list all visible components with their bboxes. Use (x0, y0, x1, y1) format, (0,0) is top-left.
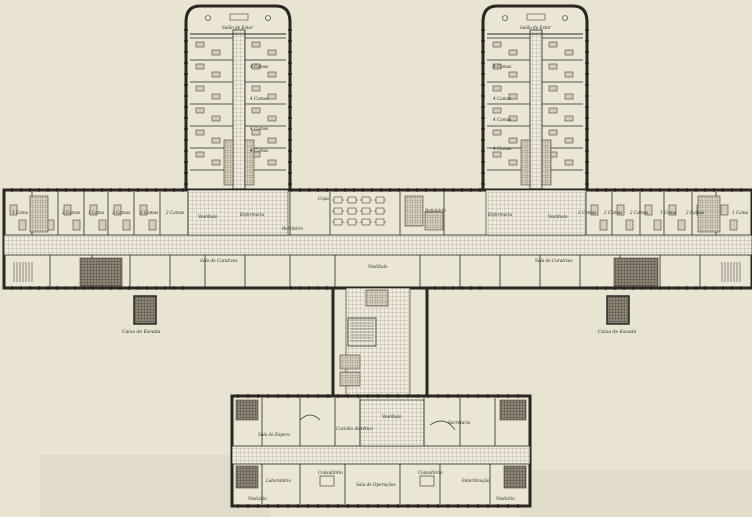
bed-icon (19, 220, 26, 230)
label-caixa-right: Caixa de Escada (598, 330, 637, 335)
bed-icon (196, 86, 204, 91)
bed-icon (565, 138, 573, 143)
bed-icon (493, 130, 501, 135)
label-left-arm-4: 2 Camas (112, 210, 131, 215)
bed-icon (565, 116, 573, 121)
bed-icon (149, 220, 156, 230)
label-left-arm-2: 2 Camas (62, 210, 81, 215)
bed-icon (252, 86, 260, 91)
label-enfermaria-right: Enfermaria (488, 212, 513, 217)
label-consultorio-right: Consultório (418, 470, 443, 475)
label-right-arm-5: 2 Camas (686, 210, 705, 215)
label-east-room-4: 4 Camas (493, 146, 512, 151)
label-left-arm-3: 1 Cama (88, 210, 105, 215)
label-left-arm-5: 2 Camas (140, 210, 159, 215)
bed-icon (212, 138, 220, 143)
bed-icon (196, 130, 204, 135)
sanitary-core (236, 400, 258, 420)
bed-icon (493, 86, 501, 91)
label-west-room-3: 4 Camas (250, 126, 269, 131)
label-refeitorio-right: Refeitório (425, 208, 447, 213)
bed-icon (509, 160, 517, 165)
bed-icon (212, 72, 220, 77)
bed-icon (509, 50, 517, 55)
label-left-arm-6: 2 Camas (166, 210, 185, 215)
label-sala-estar-right: Salão de Estar (520, 25, 551, 30)
label-esterilizacao: Esterilização (462, 478, 490, 483)
bed-icon (549, 42, 557, 47)
bed-icon (493, 108, 501, 113)
bed-icon (212, 116, 220, 121)
west-lobby-floor (188, 190, 288, 235)
label-right-arm-6: 1 Cama (732, 210, 749, 215)
label-right-arm-2: 2 Camas (604, 210, 623, 215)
label-right-arm-1: 2 Camas (578, 210, 597, 215)
south-lobby-floor (360, 400, 424, 446)
label-consultorio-left: Consultório (318, 470, 343, 475)
sanitary-core (30, 196, 48, 232)
bed-icon (99, 220, 106, 230)
west-tower-corridor (233, 30, 245, 190)
bed-icon (196, 64, 204, 69)
label-east-room-3: 4 Camas (493, 117, 512, 122)
south-corridor (232, 446, 530, 464)
bed-icon (268, 138, 276, 143)
sanitary-core (405, 196, 423, 226)
bed-icon (268, 72, 276, 77)
label-right-arm-4: 1 Cama (660, 210, 677, 215)
bed-icon (509, 72, 517, 77)
sanitary-core (236, 466, 258, 488)
label-vestibulo-right: Vestíbulo (548, 214, 568, 219)
bed-icon (493, 42, 501, 47)
label-caixa-left: Caixa de Escada (122, 330, 161, 335)
bed-icon (73, 220, 80, 230)
label-vestiario-left: Vestiário (248, 496, 267, 501)
bed-icon (730, 220, 737, 230)
bed-icon (549, 64, 557, 69)
label-east-room-1: 4 Camas (493, 64, 512, 69)
east-tower-corridor (530, 30, 542, 190)
label-east-room-2: 4 Camas (493, 96, 512, 101)
bed-icon (626, 220, 633, 230)
elevator-shaft (340, 355, 360, 369)
bed-icon (565, 72, 573, 77)
bed-icon (268, 94, 276, 99)
bed-icon (678, 220, 685, 230)
label-right-arm-3: 2 Camas (630, 210, 649, 215)
label-refeitorio-left: Refeitório (282, 226, 304, 231)
sanitary-core (425, 212, 443, 230)
label-vestibulo-left: Vestíbulo (198, 214, 218, 219)
detached-stair-left (134, 296, 156, 324)
bed-icon (252, 108, 260, 113)
sanitary-core (614, 258, 658, 286)
label-sala-operacoes: Sala de Operações (356, 482, 396, 487)
label-west-room-1: 4 Camas (250, 64, 269, 69)
bed-icon (212, 50, 220, 55)
bed-icon (268, 160, 276, 165)
bed-icon (212, 94, 220, 99)
bed-icon (196, 152, 204, 157)
label-sala-cura-left: Sala de Curativos (200, 258, 238, 263)
bed-icon (549, 130, 557, 135)
detached-stair-right (607, 296, 629, 324)
bed-icon (565, 94, 573, 99)
elevator-shaft (340, 372, 360, 386)
east-tower-service-core (521, 140, 530, 185)
bed-icon (565, 50, 573, 55)
bed-icon (493, 152, 501, 157)
label-vestibulo-center: Vestíbulo (368, 264, 388, 269)
sanitary-core (504, 466, 526, 488)
paper-stain (520, 470, 752, 517)
bed-icon (600, 220, 607, 230)
bed-icon (196, 108, 204, 113)
label-laboratorio: Laboratório (266, 478, 292, 483)
west-tower-service-core (245, 140, 254, 185)
bed-icon (268, 116, 276, 121)
bed-icon (549, 86, 557, 91)
bed-icon (654, 220, 661, 230)
label-sala-cura-right: Sala de Curativos (535, 258, 573, 263)
east-tower-service-core (542, 140, 551, 185)
bed-icon (565, 160, 573, 165)
label-vestibulo-lower: Vestíbulo (382, 414, 402, 419)
bed-icon (252, 42, 260, 47)
label-sala-espera: Sala de Espera (258, 432, 290, 437)
label-cozinha-dietetica: Cozinha dietética (336, 426, 374, 431)
label-secretaria: Secretaria (448, 420, 471, 425)
label-copa: Copa (318, 196, 329, 201)
label-west-room-2: 4 Camas (250, 96, 269, 101)
label-sala-estar-left: Salão de Estar (222, 25, 253, 30)
bed-icon (549, 108, 557, 113)
bed-icon (212, 160, 220, 165)
label-left-arm-1: 1 Cama (12, 210, 29, 215)
bed-icon (196, 42, 204, 47)
bed-icon (268, 50, 276, 55)
label-enfermaria-left: Enfermaria (240, 212, 265, 217)
west-tower-service-core (224, 140, 233, 185)
label-west-room-4: 4 Camas (250, 148, 269, 153)
bed-icon (123, 220, 130, 230)
label-vestiario-right: Vestiário (496, 496, 515, 501)
sanitary-core (80, 258, 122, 286)
main-corridor (4, 235, 752, 255)
lift-core (366, 290, 388, 306)
sanitary-core (500, 400, 526, 420)
bed-icon (509, 138, 517, 143)
bed-icon (721, 205, 728, 215)
